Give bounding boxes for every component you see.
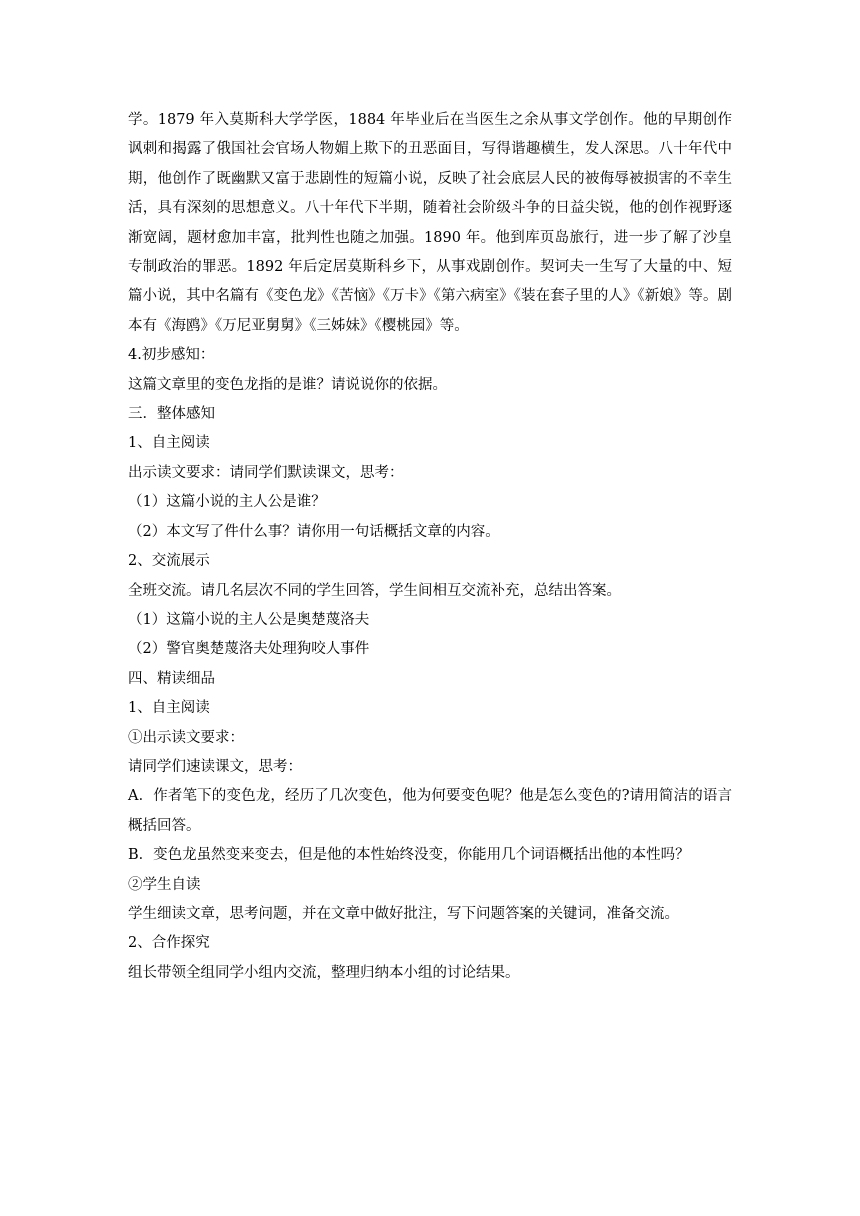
student-self-reading-heading: ②学生自读 [128,876,201,893]
question-text: 这篇文章里的变色龙指的是谁？请说说你的依据。 [128,376,447,393]
document-body [128,106,732,988]
question-item: （2）本文写了件什么事？请你用一句话概括文章的内容。 [128,523,500,540]
answer-item: （2）警官奥楚蔑洛夫处理狗咬人事件 [128,641,370,658]
class-exchange-text: 全班交流。请几名层次不同的学生回答，学生间相互交流补充，总结出答案。 [128,582,621,599]
question-item: B．变色龙虽然变来变去，但是他的本性始终没变，你能用几个词语概括出他的本性吗？ [128,847,690,864]
reading-instruction-text: 请同学们速读课文，思考： [128,758,302,775]
answer-item: （1）这篇小说的主人公是奥楚蔑洛夫 [128,611,370,628]
author-biography-paragraph: 学。1879 年入莫斯科大学学医，1884 年毕业后在当医生之余从事文学创作。他的早期创作讽刺和揭露了俄国社会官场人物媚上欺下的丑恶面目，写得谐趣横生，发人深思。八十年代中期，他创作了既幽默又富于悲剧性的短篇小说，反映了社会底层人民的被侮辱被损害的不幸生活，具有深刻的思想意义。八十年代下半期，随着社会阶级斗争的日益尖锐，他的创作视野逐渐宽阔，题材愈加丰富，批判性也随之加强。1890 年。他到库页岛旅行，进一步了解了沙皇专制政治的罪恶。1892 年后定居莫斯科乡下，从事戏剧创作。契诃夫一生写了大量的中、短篇小说，其中名篇有《变色龙》《苦恼》《万卡》《第六病室》《装在套子里的人》《新娘》等。剧本有《海鸥》《万尼亚舅舅》《三姊妹》《樱桃园》等。 [128,112,732,334]
group-discussion-text: 组长带领全组同学小组内交流，整理归纳本小组的讨论结果。 [128,964,520,981]
subheading-independent-reading: 1、自主阅读 [128,435,210,452]
section-heading-close-reading: 四、精读细品 [128,670,215,687]
question-item: （1）这篇小说的主人公是谁？ [128,494,326,511]
section-heading-overall-perception: 三．整体感知 [128,406,215,423]
reading-requirements-text: 出示读文要求：请同学们默读课文，思考： [128,464,404,481]
subheading-exchange-display: 2、交流展示 [128,553,210,570]
reading-requirements-heading: ①出示读文要求： [128,729,244,746]
subheading-cooperative-inquiry: 2、合作探究 [128,935,210,952]
subheading-independent-reading: 1、自主阅读 [128,700,210,717]
self-reading-text: 学生细读文章，思考问题，并在文章中做好批注，写下问题答案的关键词，准备交流。 [128,905,679,922]
section-heading-initial-perception: 4.初步感知： [128,347,215,364]
question-item: A．作者笔下的变色龙，经历了几次变色，他为何要变色呢？他是怎么变色的?请用简洁的语言概括回答。 [128,788,732,834]
